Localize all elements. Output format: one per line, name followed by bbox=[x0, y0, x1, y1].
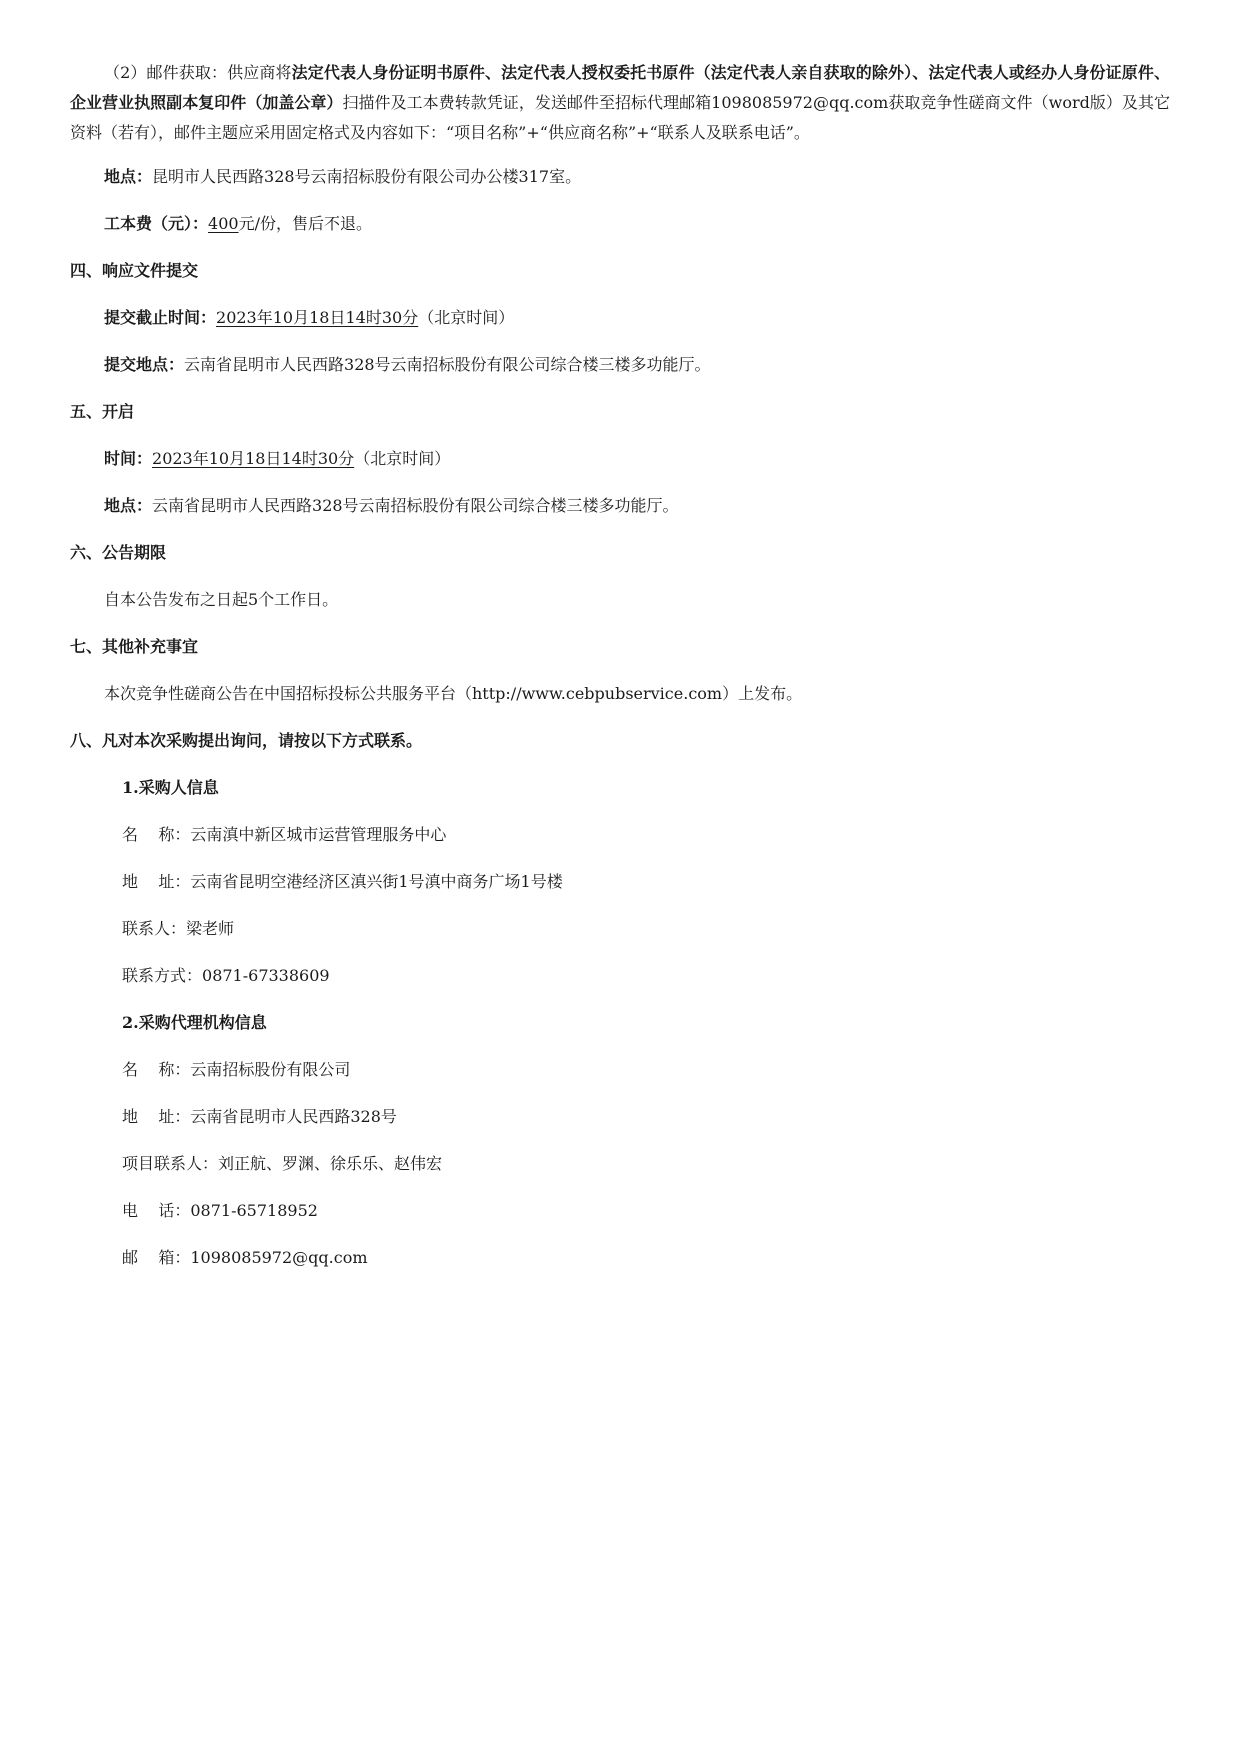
buyer-contact-label: 联系人： bbox=[122, 919, 187, 938]
agent-contact-label: 项目联系人： bbox=[122, 1154, 219, 1173]
agent-email-row bbox=[70, 1243, 1170, 1290]
agent-contact-value: 刘正航、罗渊、徐乐乐、赵伟宏 bbox=[218, 1154, 443, 1173]
doc-location-row bbox=[70, 162, 1170, 209]
buyer-address-value: 云南省昆明空港经济区滇兴街1号滇中商务广场1号楼 bbox=[190, 872, 563, 891]
opening-time-row bbox=[70, 444, 1170, 491]
agent-email-label: 邮 箱： bbox=[122, 1248, 191, 1267]
agent-contact-row bbox=[70, 1149, 1170, 1196]
agent-address-row bbox=[70, 1102, 1170, 1149]
buyer-phone-row bbox=[70, 961, 1170, 1008]
agent-phone-row bbox=[70, 1196, 1170, 1243]
opening-place-label: 地点： bbox=[104, 496, 153, 515]
submission-place-row bbox=[70, 350, 1170, 397]
supplementary-text: 本次竞争性磋商公告在中国招标投标公共服务平台（http://www.cebpubservice.com）上发布。 bbox=[104, 684, 803, 703]
fee-amount: 400 bbox=[208, 214, 239, 233]
buyer-contact-value: 梁老师 bbox=[186, 919, 235, 938]
submission-deadline-label: 提交截止时间： bbox=[104, 308, 217, 327]
agent-phone-value: 0871-65718952 bbox=[190, 1201, 318, 1220]
agent-name-label: 名 称： bbox=[122, 1060, 191, 1079]
buyer-phone-value: 0871-67338609 bbox=[202, 966, 330, 985]
submission-deadline-value: 2023年10月18日14时30分 bbox=[216, 308, 419, 327]
buyer-address-row bbox=[70, 867, 1170, 914]
opening-time-note: （北京时间） bbox=[354, 449, 451, 468]
agent-email-value[interactable]: 1098085972@qq.com bbox=[190, 1248, 368, 1267]
agent-address-value: 云南省昆明市人民西路328号 bbox=[190, 1107, 397, 1126]
section-7-heading: 七、其他补充事宜 bbox=[70, 637, 199, 656]
fee-suffix: 元/份，售后不退。 bbox=[238, 214, 372, 233]
email-acquisition-paragraph bbox=[70, 58, 1170, 148]
agent-name-row bbox=[70, 1055, 1170, 1102]
buyer-name-value: 云南滇中新区城市运营管理服务中心 bbox=[190, 825, 447, 844]
section-4-heading: 四、响应文件提交 bbox=[70, 261, 199, 280]
fee-label: 工本费（元）： bbox=[104, 214, 209, 233]
buyer-address-label: 地 址： bbox=[122, 872, 191, 891]
announcement-period-text: 自本公告发布之日起5个工作日。 bbox=[104, 590, 339, 609]
section-6-heading: 六、公告期限 bbox=[70, 543, 167, 562]
opening-place-value: 云南省昆明市人民西路328号云南招标股份有限公司综合楼三楼多功能厅。 bbox=[152, 496, 679, 515]
buyer-name-label: 名 称： bbox=[122, 825, 191, 844]
agent-info-title: 2.采购代理机构信息 bbox=[122, 1013, 267, 1032]
agent-name-value: 云南招标股份有限公司 bbox=[190, 1060, 351, 1079]
opening-time-value: 2023年10月18日14时30分 bbox=[152, 449, 355, 468]
submission-place-value: 云南省昆明市人民西路328号云南招标股份有限公司综合楼三楼多功能厅。 bbox=[184, 355, 711, 374]
section-5-heading: 五、开启 bbox=[70, 402, 135, 421]
email-para-lead: （2）邮件获取：供应商将 bbox=[104, 63, 292, 82]
submission-deadline-note: （北京时间） bbox=[418, 308, 515, 327]
doc-location-value: 昆明市人民西路328号云南招标股份有限公司办公楼317室。 bbox=[152, 167, 582, 186]
submission-place-label: 提交地点： bbox=[104, 355, 185, 374]
buyer-contact-row bbox=[70, 914, 1170, 961]
buyer-info-title: 1.采购人信息 bbox=[122, 778, 219, 797]
opening-time-label: 时间： bbox=[104, 449, 153, 468]
email-para-required-docs: 法定代表人身份证明书原件、法定代表人授权委托书原件（法定代表人亲自获取的除外）、法定代表人或经办人身份证原件、企业营业执照副本复印件（加盖公章） bbox=[70, 63, 1170, 112]
agent-address-label: 地 址： bbox=[122, 1107, 191, 1126]
document-page bbox=[70, 58, 1170, 1290]
submission-deadline-row bbox=[70, 303, 1170, 350]
doc-location-label: 地点： bbox=[104, 167, 153, 186]
buyer-phone-label: 联系方式： bbox=[122, 966, 203, 985]
fee-row bbox=[70, 209, 1170, 256]
buyer-name-row bbox=[70, 820, 1170, 867]
agent-phone-label: 电 话： bbox=[122, 1201, 191, 1220]
email-para-rest: 扫描件及工本费转款凭证，发送邮件至招标代理邮箱1098085972@qq.com获取竞争性磋商文件（word版）及其它资料（若有），邮件主题应采用固定格式及内容如下：“项目名称”+“供应商名称”+“联系人及联系电话”。 bbox=[70, 93, 1170, 142]
opening-place-row bbox=[70, 491, 1170, 538]
section-8-heading: 八、凡对本次采购提出询问，请按以下方式联系。 bbox=[70, 731, 423, 750]
